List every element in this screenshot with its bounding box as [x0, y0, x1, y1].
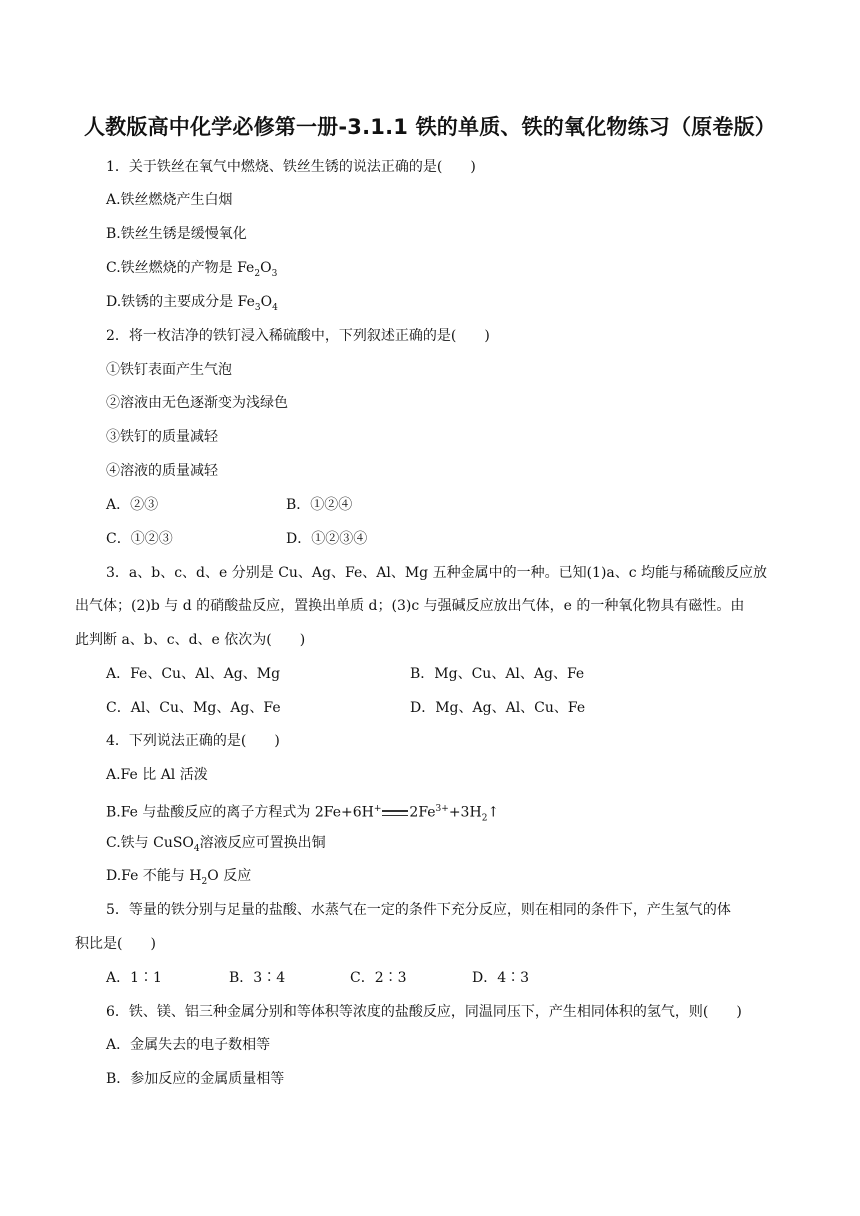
question-2-stem: 2．将一枚洁净的铁钉浸入稀硫酸中，下列叙述正确的是( ): [106, 328, 490, 344]
question-4-stem: 4．下列说法正确的是( ): [106, 733, 280, 749]
question-3-line-2: 出气体；(2)b 与 d 的硝酸盐反应，置换出单质 d；(3)c 与强碱反应放出气体，e 的一种氧化物具有磁性。由: [75, 598, 745, 614]
question-2-statement-3: ③铁钉的质量减轻: [106, 429, 218, 445]
question-1-option-b: B.铁丝生锈是缓慢氧化: [106, 226, 247, 242]
page-title: 人教版高中化学必修第一册-3.1.1 铁的单质、铁的氧化物练习（原卷版）: [83, 115, 776, 139]
question-2-statement-2: ②溶液由无色逐渐变为浅绿色: [106, 395, 288, 411]
question-3-option-b: B．Mg、Cu、Al、Ag、Fe: [410, 666, 585, 682]
question-3-option-a: A．Fe、Cu、Al、Ag、Mg: [106, 666, 281, 682]
equals-sign-icon: [382, 810, 408, 816]
question-5-line-2: 积比是( ): [75, 936, 156, 952]
question-6-stem: 6．铁、镁、铝三种金属分别和等体积等浓度的盐酸反应，同温同压下，产生相同体积的氢气，则( ): [106, 1004, 742, 1020]
question-4-option-c: C.铁与 CuSO$_4$溶液反应可置换出铜: [106, 835, 326, 854]
question-4-option-b: B.Fe 与盐酸反应的离子方程式为 2Fe+6H+ $2Fe^{3+}+3H_2↑$: [106, 804, 500, 824]
question-2-option-b: B．①②④: [286, 497, 353, 513]
question-2-option-a: A．②③: [106, 497, 159, 513]
question-3-line-3: 此判断 a、b、c、d、e 依次为( ): [75, 632, 306, 648]
question-5-option-c: C．2∶3: [350, 970, 407, 986]
question-1-stem: 1．关于铁丝在氧气中燃烧、铁丝生锈的说法正确的是( ): [106, 159, 476, 175]
question-2-option-d: D．①②③④: [286, 531, 368, 547]
question-5-option-b: B．3∶4: [229, 970, 286, 986]
question-6-option-b: B．参加反应的金属质量相等: [106, 1071, 285, 1087]
question-4-option-d: D.Fe 不能与 $H_2O$ 反应: [106, 868, 252, 887]
question-5-line-1: 5．等量的铁分别与足量的盐酸、水蒸气在一定的条件下充分反应，则在相同的条件下，产生氢气的体: [106, 902, 731, 918]
question-6-option-a: A．金属失去的电子数相等: [106, 1037, 271, 1053]
question-1-option-c: C.铁丝燃烧的产物是 $Fe_2O_3$: [106, 260, 278, 279]
question-1-option-a: A.铁丝燃烧产生白烟: [106, 192, 233, 208]
question-5-option-d: D．4∶3: [472, 970, 530, 986]
question-3-line-1: 3．a、b、c、d、e 分别是 Cu、Ag、Fe、Al、Mg 五种金属中的一种。已知(1)a、c 均能与稀硫酸反应放: [106, 565, 768, 581]
question-3-option-d: D．Mg、Ag、Al、Cu、Fe: [410, 700, 586, 716]
question-1-option-d: D.铁锈的主要成分是 $Fe_3O_4$: [106, 294, 278, 313]
question-4-option-a: A.Fe 比 Al 活泼: [106, 767, 208, 783]
question-2-option-c: C．①②③: [106, 531, 173, 547]
question-2-statement-4: ④溶液的质量减轻: [106, 463, 218, 479]
question-5-option-a: A．1∶1: [106, 970, 162, 986]
question-2-statement-1: ①铁钉表面产生气泡: [106, 362, 232, 378]
question-3-option-c: C．Al、Cu、Mg、Ag、Fe: [106, 700, 281, 716]
